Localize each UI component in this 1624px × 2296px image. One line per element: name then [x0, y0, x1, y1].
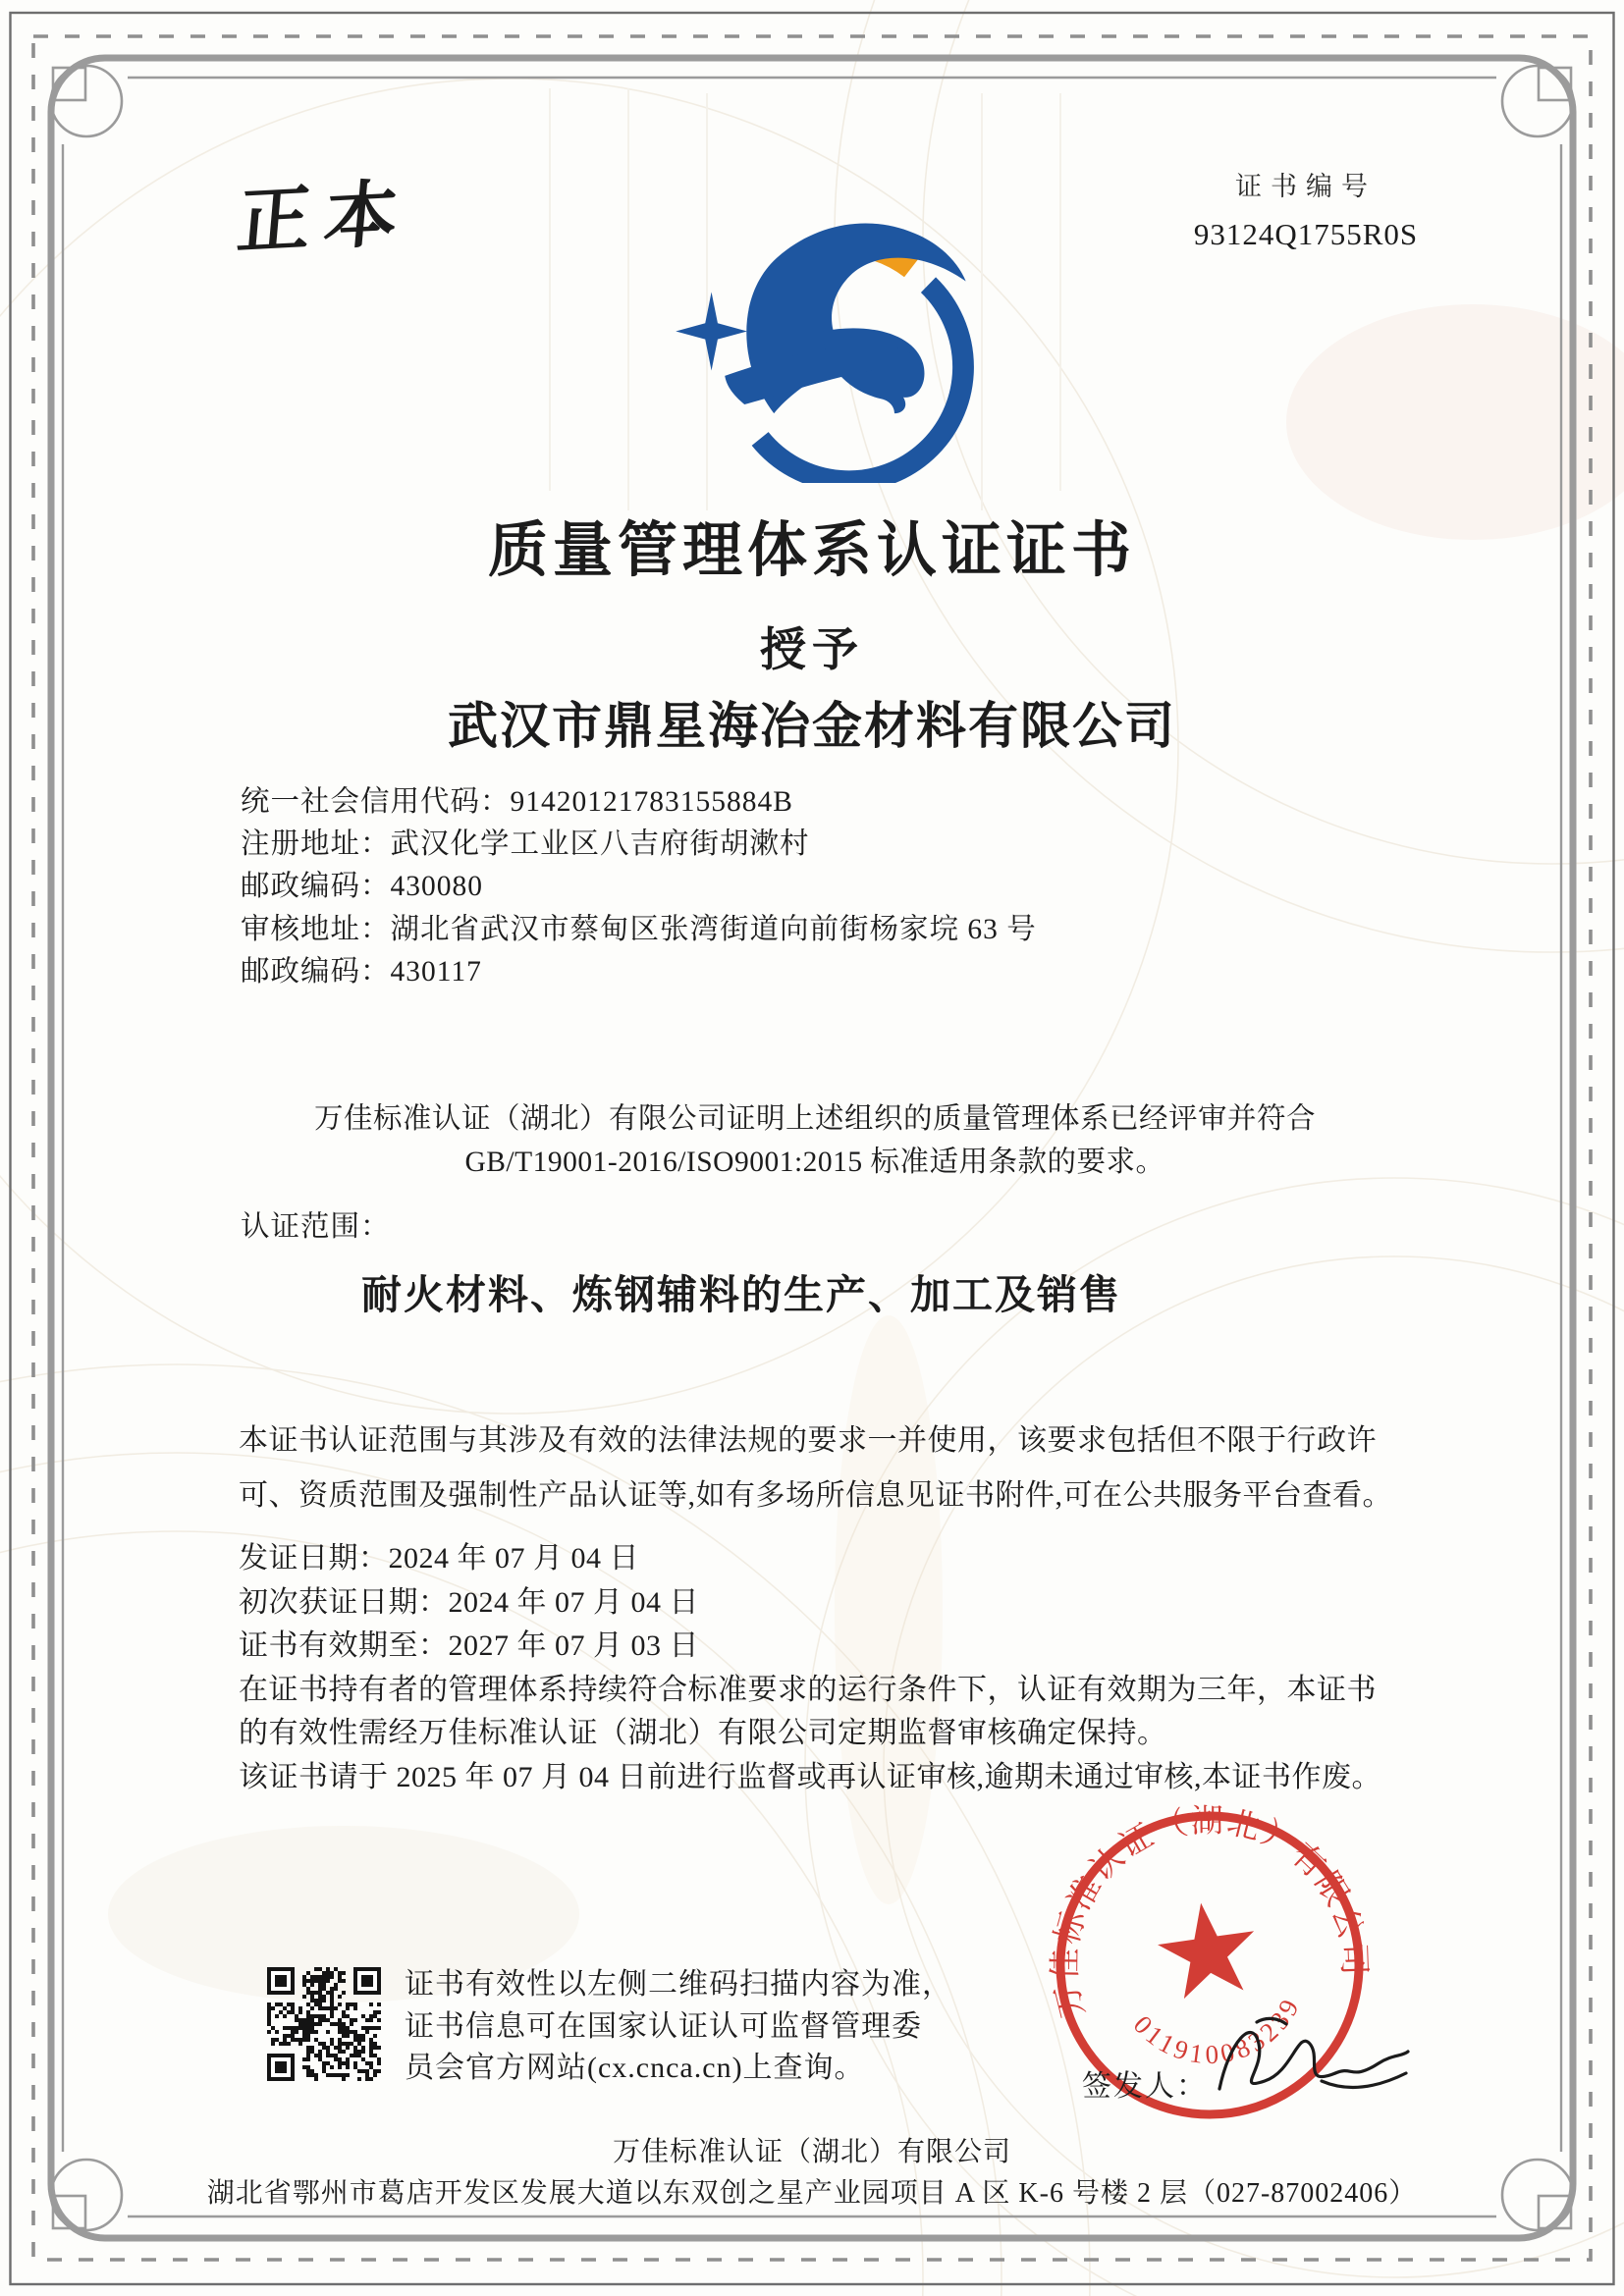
svg-text:万佳标准认证（湖北）有限公司: [1031, 1787, 1375, 2021]
qr-note-line-3: 员会官方网站(cx.cnca.cn)上查询。: [405, 2052, 865, 2085]
certificate-number-label: 证书编号: [1235, 172, 1377, 201]
certificate-number-block: [1168, 165, 1443, 252]
awarded-to-label: 授予: [760, 625, 864, 676]
seal-company-text: 万佳标准认证（湖北）有限公司: [1048, 1803, 1372, 2021]
legal-note: [239, 1414, 1402, 1523]
legal-line-2: 可、资质范围及强制性产品认证等,如有多场所信息见证书附件,可在公共服务平台查看。: [239, 1479, 1392, 1512]
qr-note-line-2: 证书信息可在国家认证认可监督管理委: [405, 2009, 922, 2043]
footer-company: 万佳标准认证（湖北）有限公司: [612, 2137, 1011, 2167]
maintenance-clause-line-1: 在证书持有者的管理体系持续符合标准要求的运行条件下，认证有效期为三年，本证书: [239, 1673, 1377, 1706]
detail-audit-address: 审核地址：湖北省武汉市蔡甸区张湾街道向前街杨家垸 63 号: [241, 913, 1037, 945]
original-copy-label: 正本: [234, 174, 415, 264]
footer-address: 湖北省鄂州市葛店开发区发展大道以东双创之星产业园项目 A 区 K-6 号楼 2 层（027-87002406）: [206, 2178, 1418, 2209]
surveillance-clause: 该证书请于 2025 年 07 月 04 日前进行监督或再认证审核,逾期未通过审核,本证书作废。: [239, 1760, 1381, 1793]
seal-number-text: 011910083239: [1127, 1991, 1307, 2070]
statement-line-1: 万佳标准认证（湖北）有限公司证明上述组织的质量管理体系已经评审并符合: [313, 1103, 1316, 1135]
validity-block: [239, 1537, 1407, 1800]
company-name: 武汉市鼎星海冶金材料有限公司: [447, 700, 1176, 755]
legal-line-1: 本证书认证范围与其涉及有效的法律法规的要求一并使用，该要求包括但不限于行政许: [239, 1424, 1377, 1457]
certification-body-logo-icon: [676, 188, 975, 483]
detail-credit-code: 统一社会信用代码：91420121783155884B: [241, 786, 793, 818]
qr-note: [405, 1964, 952, 2090]
statement-line-2: GB/T19001-2016/ISO9001:2015 标准适用条款的要求。: [464, 1147, 1165, 1178]
first-certified-date: 初次获证日期：2024 年 07 月 04 日: [239, 1585, 699, 1619]
scope-label: 认证范围：: [241, 1211, 391, 1243]
valid-until-date: 证书有效期至：2027 年 07 月 03 日: [239, 1629, 699, 1663]
qr-note-line-1: 证书有效性以左侧二维码扫描内容为准，: [405, 1968, 952, 2001]
signer-label: 签发人：: [1082, 2070, 1208, 2103]
detail-postal-code-1: 邮政编码：430080: [241, 871, 484, 903]
qr-code: [267, 1967, 381, 2081]
certificate-title: 质量管理体系认证证书: [487, 518, 1136, 584]
signature: [1206, 1995, 1414, 2124]
detail-registered-address: 注册地址：武汉化学工业区八吉府街胡漱村: [241, 828, 810, 861]
scope-text: 耐火材料、炼钢辅料的生产、加工及销售: [361, 1272, 1121, 1317]
seal-star-icon: [1153, 1896, 1262, 2002]
issue-date: 发证日期：2024 年 07 月 04 日: [239, 1542, 639, 1575]
conformity-statement: [236, 1097, 1394, 1184]
maintenance-clause-line-2: 的有效性需经万佳标准认证（湖北）有限公司定期监督审核确定保持。: [239, 1717, 1167, 1750]
certificate-number-value: 93124Q1755R0S: [1193, 217, 1419, 251]
company-details: [241, 781, 1037, 993]
detail-postal-code-2: 邮政编码：430117: [241, 955, 482, 988]
